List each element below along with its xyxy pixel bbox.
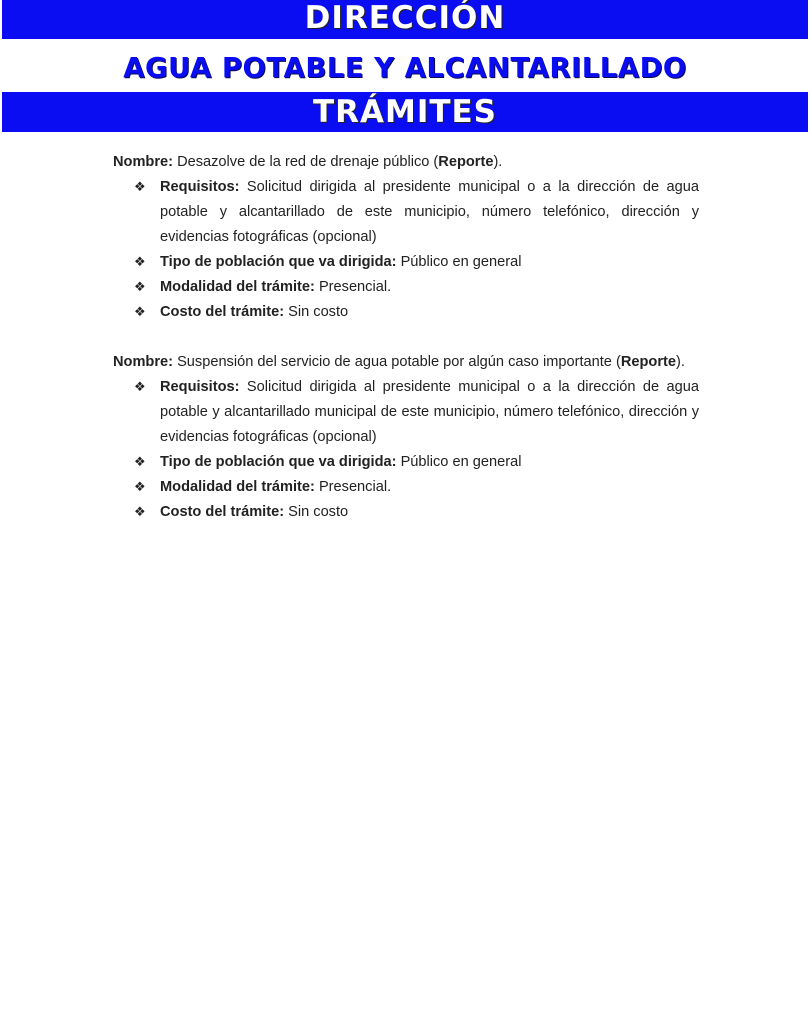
modalidad-label: Modalidad del trámite: [160,479,315,495]
tramite-name: Desazolve de la red de drenaje público ( [177,154,439,170]
modalidad-item [134,475,699,500]
nombre-label: Nombre: [113,154,173,170]
poblacion-value: Público en general [400,454,522,470]
diamond-bullet-icon: ❖ [134,480,146,495]
costo-value: Sin costo [288,504,349,520]
modalidad-label: Modalidad del trámite: [160,279,315,295]
requisitos-value: Solicitud dirigida al presidente municipal o a la dirección de agua potable y alcantarillado municipal de este municipio, número telefónico, dirección y evidencias fotográficas (opcional) [160,379,699,445]
costo-value: Sin costo [288,304,349,320]
costo-label: Costo del trámite: [160,504,285,520]
modalidad-item [134,275,699,300]
tramites-content [113,150,699,550]
tramite-name: Suspensión del servicio de agua potable por algún caso importante ( [177,354,621,370]
poblacion-item [134,450,699,475]
modalidad-value: Presencial. [318,279,392,295]
poblacion-label: Tipo de población que va dirigida: [160,254,397,270]
requisitos-label: Requisitos: [160,379,240,395]
tramite-name-close: ). [493,154,503,170]
tramite-name-close: ). [675,354,685,370]
diamond-bullet-icon: ❖ [134,505,146,520]
tramite-type: Reporte [620,354,676,370]
tramite-block-2 [113,350,699,525]
costo-item [134,300,699,325]
header-title-tramites: TRÁMITES [312,94,498,130]
requisitos-value: Solicitud dirigida al presidente municipal o a la dirección de agua potable y alcantarillado de este municipio, número telefónico, dirección y evidencias fotográficas (opcional) [160,179,699,245]
requisitos-item [134,175,699,250]
header-subtitle-agua-potable: AGUA POTABLE Y ALCANTARILLADO [123,52,687,84]
header-title-direccion: DIRECCIÓN [304,0,506,36]
nombre-label: Nombre: [113,354,173,370]
poblacion-item [134,250,699,275]
header-banner-direccion [2,0,808,39]
diamond-bullet-icon: ❖ [134,255,146,270]
diamond-bullet-icon: ❖ [134,380,146,395]
tramite-details-list [113,175,699,325]
tramite-block-1 [113,150,699,325]
poblacion-value: Público en general [400,254,522,270]
diamond-bullet-icon: ❖ [134,280,146,295]
tramite-details-list [113,375,699,525]
costo-label: Costo del trámite: [160,304,285,320]
header-banner-tramites [2,92,808,132]
costo-item [134,500,699,525]
poblacion-label: Tipo de población que va dirigida: [160,454,397,470]
diamond-bullet-icon: ❖ [134,305,146,320]
diamond-bullet-icon: ❖ [134,180,146,195]
tramite-name-line [113,350,699,375]
tramite-name-line [113,150,699,175]
modalidad-value: Presencial. [318,479,392,495]
diamond-bullet-icon: ❖ [134,455,146,470]
requisitos-item [134,375,699,450]
tramite-type: Reporte [438,154,494,170]
requisitos-label: Requisitos: [160,179,240,195]
